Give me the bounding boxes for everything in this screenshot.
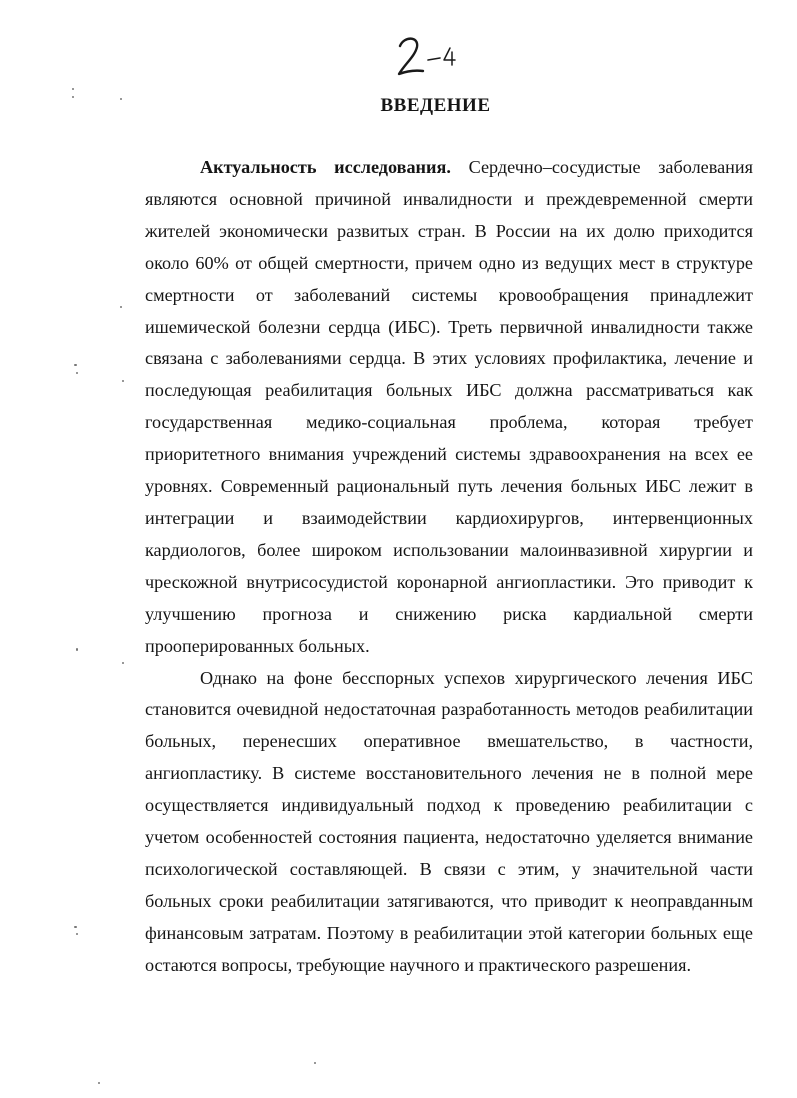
scan-speck [74,926,77,928]
scan-speck [120,98,122,100]
section-title: ВВЕДЕНИЕ [380,95,491,116]
paragraph-text: Сердечно–сосудистые заболевания являются основной причиной инвалидности и преждевременной смерти жителей экономически развитых стран. В России на их долю приходится около 60% от общей смертности, причем одно из ведущих мест в структуре смертности от заболеваний системы кровообращения принадлежит ишемической болезни сердца (ИБС). Треть первичной инвалидности также связана с заболеваниями сердца. В этих условиях профилактика, лечение и последующая реабилитация больных ИБС должна рассматриваться как государственная медико-социальная проблема, которая требует приоритетного внимания учреждений системы здравоохранения на всех ее уровнях. Современный рациональный путь лечения больных ИБС лежит в интеграции и взаимодействии кардиохирургов, интервенционных кардиологов, более широком использовании малоинвазивной хирургии и чрескожной внутрисосудистой коронарной ангиопластики. Это приводит к улучшению прогноза и снижению риска кардиальной смерти прооперированных больных. [145,157,753,656]
scan-speck [74,364,77,366]
handwritten-page-number [395,34,465,80]
document-body [145,152,753,982]
scan-speck [314,1062,316,1064]
scan-speck [120,306,122,308]
paragraph-lead: Актуальность исследования. [200,157,451,177]
scan-speck [98,1082,100,1084]
paragraph-rehabilitation [145,663,753,982]
paragraph-text: Однако на фоне бесспорных успехов хирургического лечения ИБС становится очевидной недостаточная разработанность методов реабилитации больных, перенесших оперативное вмешательство, в частности, ангиопластику. В системе восстановительного лечения не в полной мере осуществляется индивидуальный подход к проведению реабилитации с учетом особенностей состояния пациента, недостаточно уделяется внимание психологической составляющей. В связи с этим, у значительной части больных сроки реабилитации затягиваются, что приводит к неоправданным финансовым затратам. Поэтому в реабилитации этой категории больных еще остаются вопросы, требующие научного и практического разрешения. [145,667,753,975]
scan-speck [72,88,74,90]
scan-speck [72,96,74,98]
scan-speck [76,372,78,374]
paragraph-relevance [145,152,753,663]
scan-speck [76,648,78,651]
scan-speck [122,662,124,664]
handwritten-page-number-drawing [395,34,465,80]
scan-speck [122,380,124,382]
scan-speck [76,933,78,935]
